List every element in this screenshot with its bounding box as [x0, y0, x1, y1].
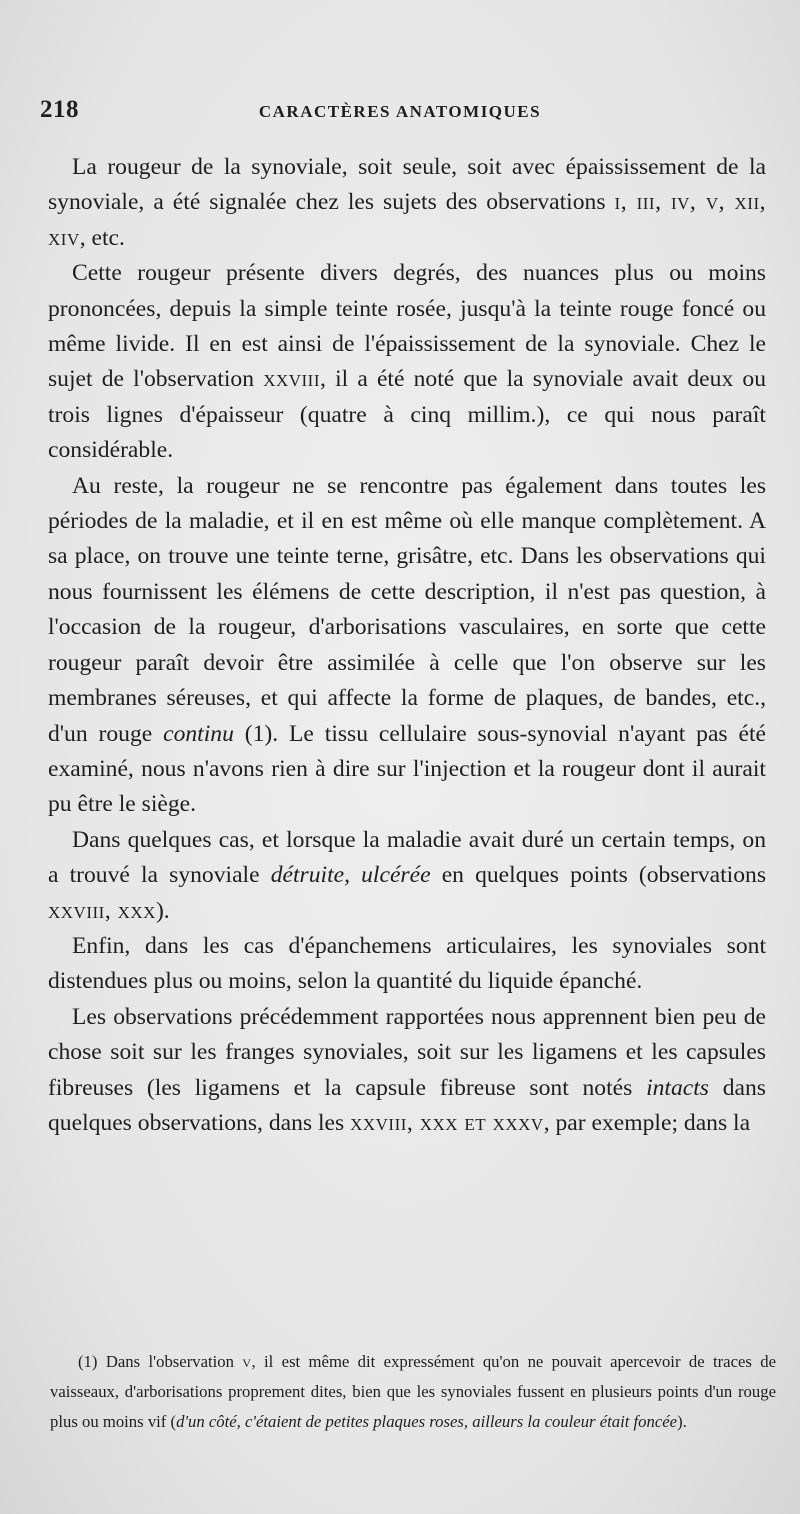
italic-run: intacts [646, 1074, 709, 1101]
italic-run: détruite, ulcérée [270, 862, 431, 889]
text-run: , il a été noté que la synoviale avait deux ou trois lignes d'épaisseur (quatre à cinq millim.), ce qui nous paraît considérable. [48, 366, 766, 464]
text-run: Cette rougeur présente divers degrés, des nuances plus ou moins prononcées, depuis la simple teinte rosée, jusqu'à la teinte rouge foncé ou même livide. Il en est ainsi de l'épaississement de la synoviale. Chez le sujet de l'observation [48, 260, 766, 393]
paragraph-1 [48, 150, 766, 256]
text-run: Enfin, dans les cas d'épanchemens articulaires, les synoviales sont distendues plus ou moins, selon la quantité du liquide épanché. [48, 932, 766, 995]
italic-run: continu [163, 720, 234, 747]
roman-numerals: i, iii, iv, v, xii, xiv [48, 189, 767, 251]
roman-numerals: xxviii, xxx et xxxv [350, 1109, 544, 1136]
paragraph-2 [48, 256, 766, 468]
text-run: ). [677, 1412, 687, 1431]
text-run: , par exemple; dans la [543, 1109, 751, 1136]
footnote-1 [50, 1347, 776, 1437]
text-run: Les observations précédemment rapportées nous apprennent bien peu de chose soit sur les franges synoviales, soit sur les ligamens et les capsules fibreuses (les ligamens et la capsule fibreuse sont notés [48, 1003, 766, 1101]
body-text [48, 150, 766, 1141]
text-run: Dans quelques cas, et lorsque la maladie avait duré un certain temps, on a trouvé la synoviale [48, 826, 766, 889]
page-number: 218 [40, 96, 79, 123]
text-run: ). [155, 897, 170, 924]
roman-numerals: xxviii, xxx [48, 897, 156, 924]
text-run: , etc. [79, 224, 125, 251]
text-run: Au reste, la rougeur ne se rencontre pas également dans toutes les périodes de la maladie, et il en est même où elle manque complètement. A sa place, on trouve une teinte terne, grisâtre, etc. Dans les observations qui nous fournissent les élémens de cette description, il n'est pas question, à l'occasion de la rougeur, d'arborisations vasculaires, en sorte que cette rougeur paraît devoir être assimilée à celle que l'on observe sur les membranes séreuses, et qui affecte la forme de plaques, de bandes, etc., d'un rouge [48, 472, 766, 747]
paragraph-5 [48, 929, 766, 1000]
page-header [40, 96, 760, 132]
italic-run: d'un côté, c'étaient de petites plaques roses, ailleurs la couleur était foncée [176, 1412, 678, 1431]
paragraph-6 [48, 1000, 766, 1142]
roman-numerals: v [242, 1352, 252, 1371]
paragraph-4 [48, 823, 766, 929]
text-run: (1) Dans l'observation [78, 1352, 243, 1371]
text-run: La rougeur de la synoviale, soit seule, soit avec épaississement de la synoviale, a été signalée chez les sujets des observations [48, 154, 766, 216]
text-run: , il est même dit expressément qu'on ne pouvait apercevoir de traces de vaisseaux, d'arborisations proprement dites, bien que les synoviales fussent en plusieurs points d'un rouge plus ou moins vif ( [50, 1352, 776, 1431]
footnote [50, 1347, 776, 1437]
paragraph-3 [48, 469, 766, 823]
roman-numerals: xxviii [263, 366, 321, 393]
running-head: CARACTÈRES ANATOMIQUES [258, 102, 542, 121]
text-run: dans quelques observations, dans les [48, 1074, 766, 1136]
text-run: (1). Le tissu cellulaire sous-synovial n'ayant pas été examiné, nous n'avons rien à dire sur l'injection et la rougeur dont il aurait pu être le siège. [48, 720, 766, 818]
text-run: en quelques points (observations [430, 862, 767, 889]
